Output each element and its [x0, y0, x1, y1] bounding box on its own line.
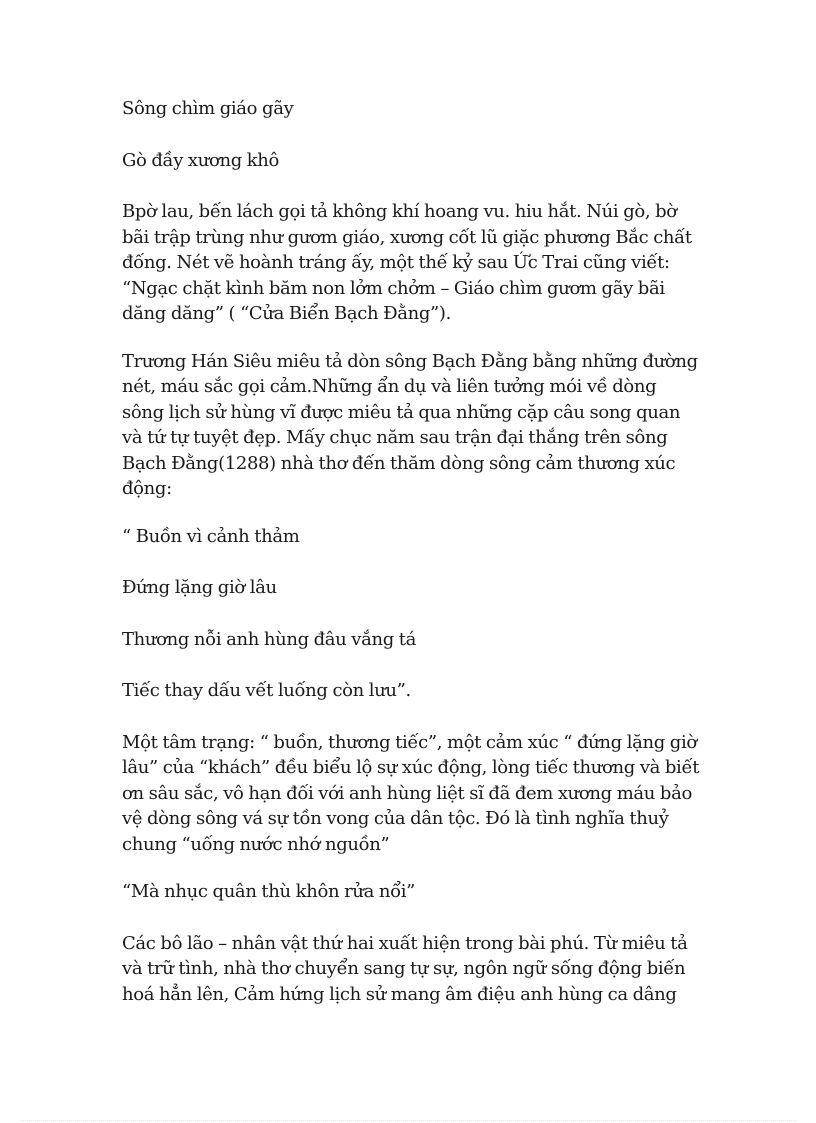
paragraph-verse-6: Tiếc thay dấu vết luống còn lưu”. [122, 680, 411, 701]
paragraph-4: Các bô lão – nhân vật thứ hai xuất hiện trong bài phú. Từ miêu tả và trữ tình, nhà thơ chuyển sang tự sự, ngôn ngữ sống động biến hoá hẳn lên, Cảm hứng lịch sử mang âm điệu anh hùng ca dâng [122, 932, 688, 1005]
paragraph-verse-4: Đứng lặng giờ lâu [122, 577, 277, 598]
page-bottom-divider [20, 1120, 796, 1121]
paragraph-3: Một tâm trạng: “ buồn, thương tiếc”, một cảm xúc “ đứng lặng giờ lâu” của “khách” đều biểu lộ sự xúc động, lòng tiếc thương và biết ơn sâu sắc, vô hạn đối với anh hùng liệt sĩ đã đem xương máu bảo vệ dòng sông vá sự tồn vong của dân tộc. Đó là tình nghĩa thuỷ chung “uống nước nhớ nguồn” [122, 731, 700, 855]
paragraph-1: Bpờ lau, bến lách gọi tả không khí hoang vu. hiu hắt. Núi gò, bờ bãi trập trùng như gươm giáo, xương cốt lũ giặc phương Bắc chất đống. Nét vẽ hoành tráng ấy, một thế kỷ sau Ức Trai cũng viết: “Ngạc chặt kình băm non lởm chởm – Giáo chìm gươm gãy bãi dăng dăng” ( “Cửa Biển Bạch Đằng”). [122, 201, 692, 324]
paragraph-2: Trương Hán Siêu miêu tả dòn sông Bạch Đằng bằng những đường nét, máu sắc gọi cảm.Những ẩn dụ và liên tưởng mói về dòng sông lịch sử hùng vĩ được miêu tả qua những cặp câu song quan và tứ tự tuyệt đẹp. Mấy chục năm sau trận đại thắng trên sông Bạch Đằng(1288) nhà thơ đến thăm dòng sông cảm thương xúc động: [122, 350, 698, 499]
paragraph-verse-2: Gò đầy xương khô [122, 149, 280, 171]
paragraph-verse-1: Sông chìm giáo gãy [122, 98, 294, 119]
paragraph-verse-5: Thương nỗi anh hùng đâu vắng tá [122, 628, 417, 650]
page-body [122, 96, 702, 1029]
paragraph-verse-7: “Mà nhục quân thù khôn rửa nổi” [122, 881, 415, 902]
paragraph-verse-3: “ Buồn vì cảnh thảm [122, 525, 300, 547]
